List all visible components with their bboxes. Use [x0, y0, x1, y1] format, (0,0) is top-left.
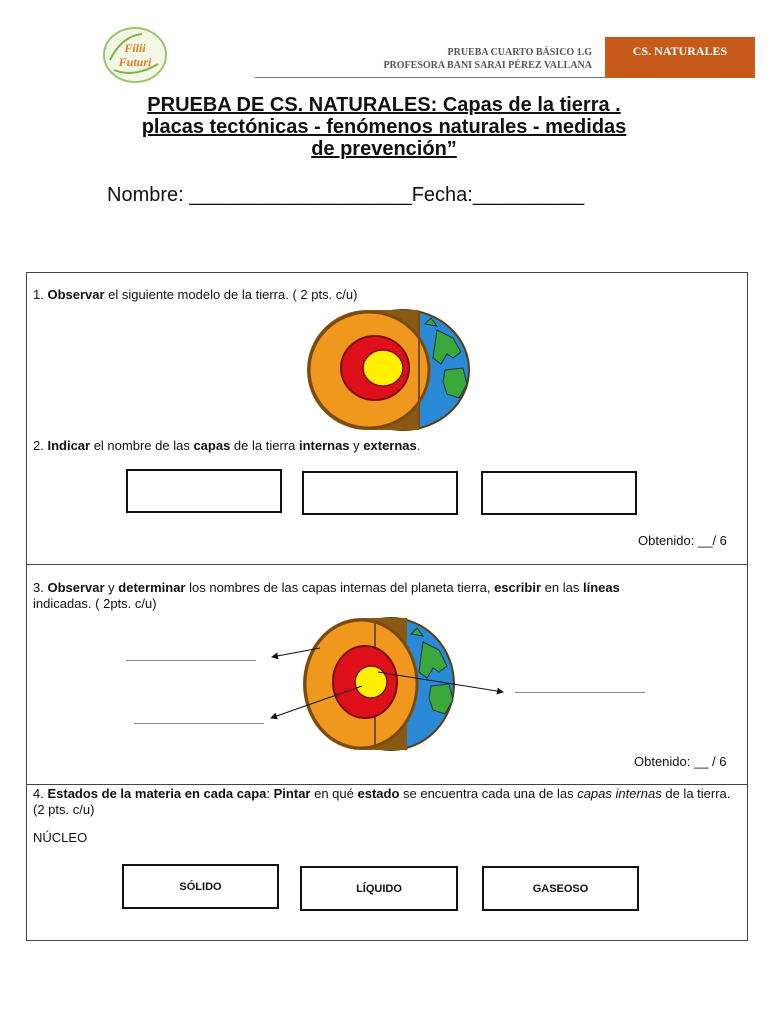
inner-core: [355, 666, 387, 698]
answer-box-1[interactable]: [126, 469, 282, 513]
title-line-1: PRUEBA DE CS. NATURALES: Capas de la tierra .: [147, 94, 621, 116]
title-line-2: placas tectónicas - fenómenos naturales - medidas: [141, 116, 627, 138]
answer-box-3[interactable]: [481, 471, 637, 515]
layer-label: NÚCLEO: [33, 830, 88, 845]
answer-box-2[interactable]: [302, 471, 458, 515]
svg-text:Futuri: Futuri: [118, 55, 152, 69]
header-info: [300, 46, 592, 72]
answer-line-1[interactable]: [126, 660, 256, 661]
school-logo: [102, 26, 168, 84]
section-divider: [26, 564, 748, 565]
page-title: [100, 94, 668, 160]
exam-line: PRUEBA CUARTO BÁSICO 1.G: [447, 47, 592, 58]
state-gas-option[interactable]: GASEOSO: [482, 866, 639, 911]
teacher-line: PROFESORA BANI SARAI PÉREZ VALLANA: [383, 60, 592, 71]
question-4: 4. Estados de la materia en cada capa: Pintar en qué estado se encuentra cada una de las capas internas de la tierra. (2 pts. c/u): [33, 786, 731, 817]
header-divider: [255, 77, 605, 78]
title-line-3: de prevención”: [311, 138, 457, 160]
question-3: 3. Observar y determinar los nombres de las capas internas del planeta tierra, escribir en las líneas indicadas. ( 2pts. c/u): [33, 580, 620, 611]
state-solid-option[interactable]: SÓLIDO: [122, 864, 279, 909]
name-date-field[interactable]: Nombre: ____________________Fecha:__________: [107, 184, 585, 206]
svg-text:Filii: Filii: [124, 41, 146, 55]
earth-model-diagram: [303, 308, 471, 433]
question-2: 2. Indicar el nombre de las capas de la tierra internas y externas.: [33, 438, 421, 453]
answer-line-2[interactable]: [134, 723, 264, 724]
inner-core: [363, 350, 403, 386]
score-q3: Obtenido: __ / 6: [634, 754, 727, 769]
section-divider: [26, 784, 748, 785]
state-liquid-option[interactable]: LÍQUIDO: [300, 866, 458, 911]
subject-tab: CS. NATURALES: [605, 37, 755, 78]
answer-line-3[interactable]: [515, 692, 645, 693]
score-q2: Obtenido: __/ 6: [638, 533, 727, 548]
earth-model-diagram-labeled: [299, 616, 457, 752]
question-1: 1. Observar el siguiente modelo de la tierra. ( 2 pts. c/u): [33, 287, 358, 302]
